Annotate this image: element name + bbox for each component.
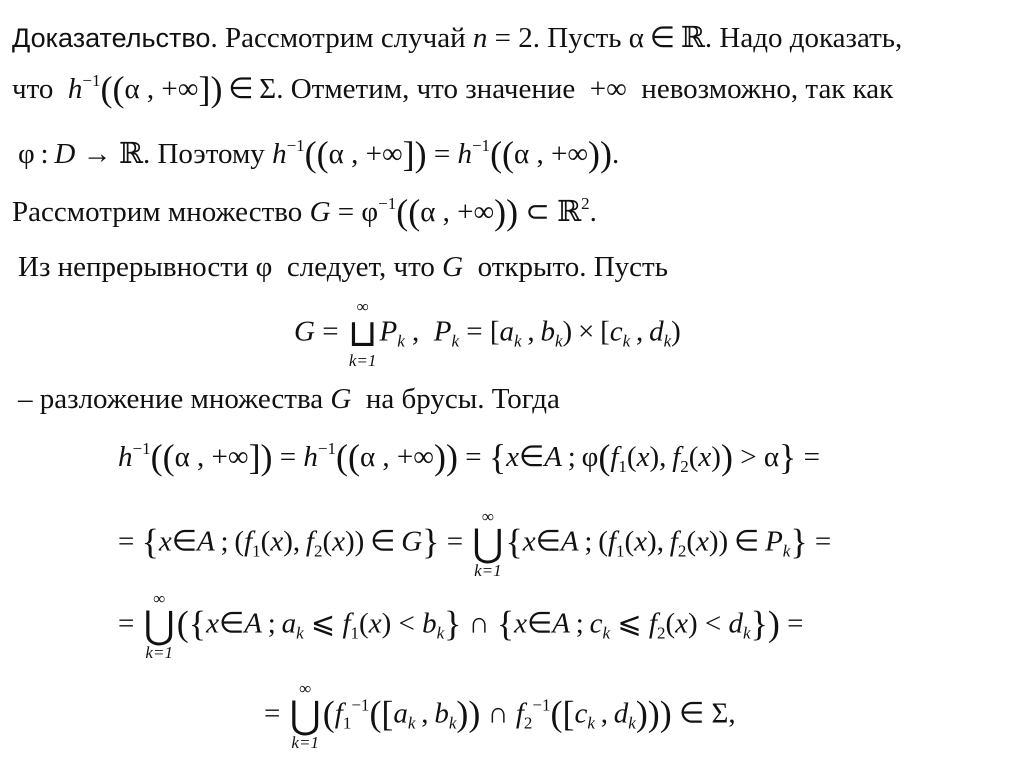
text-line-2: что $h^{-1}((\alpha$ , +∞]) ∈ Σ. Отметим, что значение +∞ невозможно, так как xyxy=(12,69,894,109)
text-line-7: – разложение множества G на брусы. Тогда xyxy=(18,383,560,415)
union-operator: ∞ ⊔ k=1 xyxy=(347,297,378,370)
line5-text-c: открыто. Пусть xyxy=(470,251,668,283)
formula-decomposition: G = ∞ ⊔ k=1 $P_k$ , $P_k = [a_k$ , $b_k) \times [c_k$ , $d_k$) xyxy=(294,297,681,370)
text-line-4: Рассмотрим множество $G = \varphi^{-1}((\alpha$ , +∞)) ⊂ ℝ$^2$. xyxy=(12,192,597,232)
line4-text-a: Рассмотрим множество xyxy=(12,196,310,228)
union-operator: ∞ ⋃ k=1 xyxy=(472,507,504,580)
line1-text-a: . Рассмотрим случай xyxy=(210,22,473,54)
line3-text-a: . Поэтому xyxy=(142,138,273,170)
union-operator: ∞ ⋃ k=1 xyxy=(143,589,175,662)
text-line-3: φ : D → ℝ. Поэтому $h^{-1}((\alpha$ , +∞]) = $h^{-1}((\alpha$ , +∞)). xyxy=(18,134,620,174)
text-line-1: Доказательство. Рассмотрим случай n = 2. Пусть α ∈ ℝ. Надо доказать, xyxy=(12,20,903,54)
line5-text-b: следует, что xyxy=(279,251,443,283)
line2-text-c: невозможно, так как xyxy=(634,73,894,105)
line7-text-a: – разложение множества xyxy=(18,383,331,415)
union-operator: ∞ ⋃ k=1 xyxy=(289,679,321,752)
formula-row-4: = ∞ ⋃ k=1 ($f_1^{-1}([a_k$ , $b_k$)) ∩ $f_2^{-1}([c_k$ , $d_k$))) ∈ Σ, xyxy=(264,679,736,752)
line1-text-c: . Надо доказать, xyxy=(704,22,903,54)
formula-row-3: = ∞ ⋃ k=1 ({x∈A ; $a_k$ ⩽ $f_1(x) < b_k$} ∩ {x∈A ; $c_k$ ⩽ $f_2(x) < d_k$}) = xyxy=(118,589,804,662)
line2-text-b: . Отметим, что значение xyxy=(276,73,583,105)
proof-heading: Доказательство xyxy=(12,23,211,53)
line1-text-b: . Пусть xyxy=(532,22,629,54)
line7-text-b: на брусы. Тогда xyxy=(358,383,560,415)
text-line-5: Из непрерывности φ следует, что G открыто. Пусть xyxy=(18,251,668,283)
line5-text-a: Из непрерывности xyxy=(18,251,256,283)
formula-row-2: = {x∈A ; ($f_1(x)$, $f_2(x)$) ∈ G} = ∞ ⋃ k=1 {x∈A ; ($f_1(x)$, $f_2(x)$) ∈ $P_k$} = xyxy=(118,507,832,580)
line2-text-a: что xyxy=(12,73,61,105)
formula-row-1: $h^{-1}((\alpha$ , +∞]) = $h^{-1}((\alpha$ , +∞)) = {x∈A ; $\varphi(f_1(x)$, $f_2(x)) > \alpha$} = xyxy=(118,437,820,477)
